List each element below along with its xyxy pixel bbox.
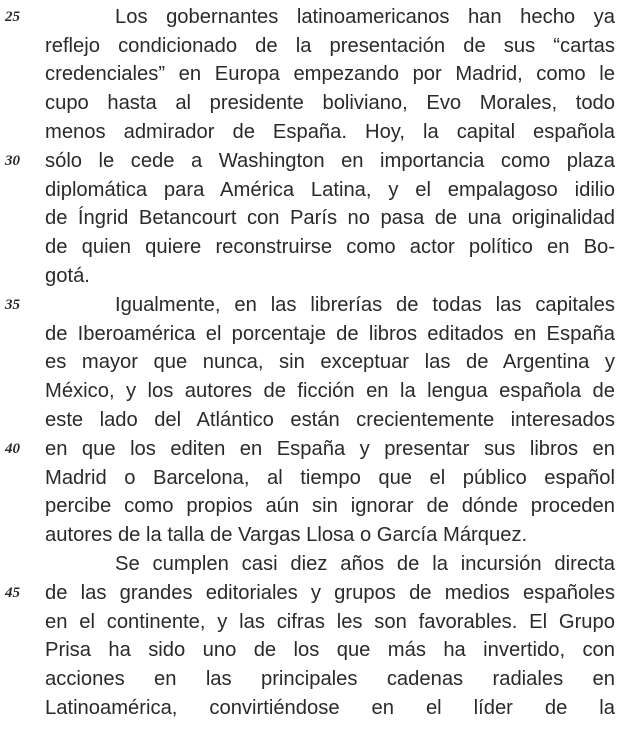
text-line: diplomática para América Latina, y el empalagoso idilio (45, 179, 615, 201)
line-number-30: 30 (5, 153, 20, 169)
text-line: es mayor que nunca, sin exceptuar las de Argentina y (45, 351, 615, 373)
text-line: Prisa ha sido uno de los que más ha invertido, con (45, 639, 615, 661)
text-line: en que los editen en España y presentar sus libros en (45, 438, 615, 460)
text-line: autores de la talla de Vargas Llosa o García Márquez. (45, 524, 528, 546)
text-line: percibe como propios aún sin ignorar de dónde proceden (45, 495, 615, 517)
text-line: este lado del Atlántico están crecientemente interesados (45, 409, 615, 431)
line-number-35: 35 (5, 297, 20, 313)
text-line: menos admirador de España. Hoy, la capital española (45, 121, 615, 143)
line-number-40: 40 (5, 441, 20, 457)
text-line: Los gobernantes latinoamericanos han hecho ya (115, 6, 615, 28)
text-line: Igualmente, en las librerías de todas las capitales (115, 294, 615, 316)
text-line: reflejo condicionado de la presentación de sus “cartas (45, 35, 615, 57)
text-line: de Iberoamérica el porcentaje de libros editados en España (45, 323, 615, 345)
line-number-25: 25 (5, 9, 20, 25)
text-line: cupo hasta al presidente boliviano, Evo Morales, todo (45, 92, 615, 114)
text-line: sólo le cede a Washington en importancia como plaza (45, 150, 615, 172)
text-line: Latinoamérica, convirtiéndose en el líder de la (45, 697, 615, 719)
text-line: México, y los autores de ficción en la lengua española de (45, 380, 615, 402)
text-line: de quien quiere reconstruirse como actor político en Bo- (45, 236, 615, 258)
text-line: gotá. (45, 265, 90, 287)
text-line: Madrid o Barcelona, al tiempo que el público español (45, 467, 615, 489)
line-number-45: 45 (5, 585, 20, 601)
text-line: en el continente, y las cifras les son favorables. El Grupo (45, 611, 615, 633)
text-line: credenciales” en Europa empezando por Madrid, como le (45, 63, 615, 85)
text-line: de las grandes editoriales y grupos de medios españoles (45, 582, 615, 604)
text-line: acciones en las principales cadenas radiales en (45, 668, 615, 690)
text-line: de Íngrid Betancourt con París no pasa de una originalidad (45, 207, 615, 229)
text-line: Se cumplen casi diez años de la incursión directa (115, 553, 615, 575)
